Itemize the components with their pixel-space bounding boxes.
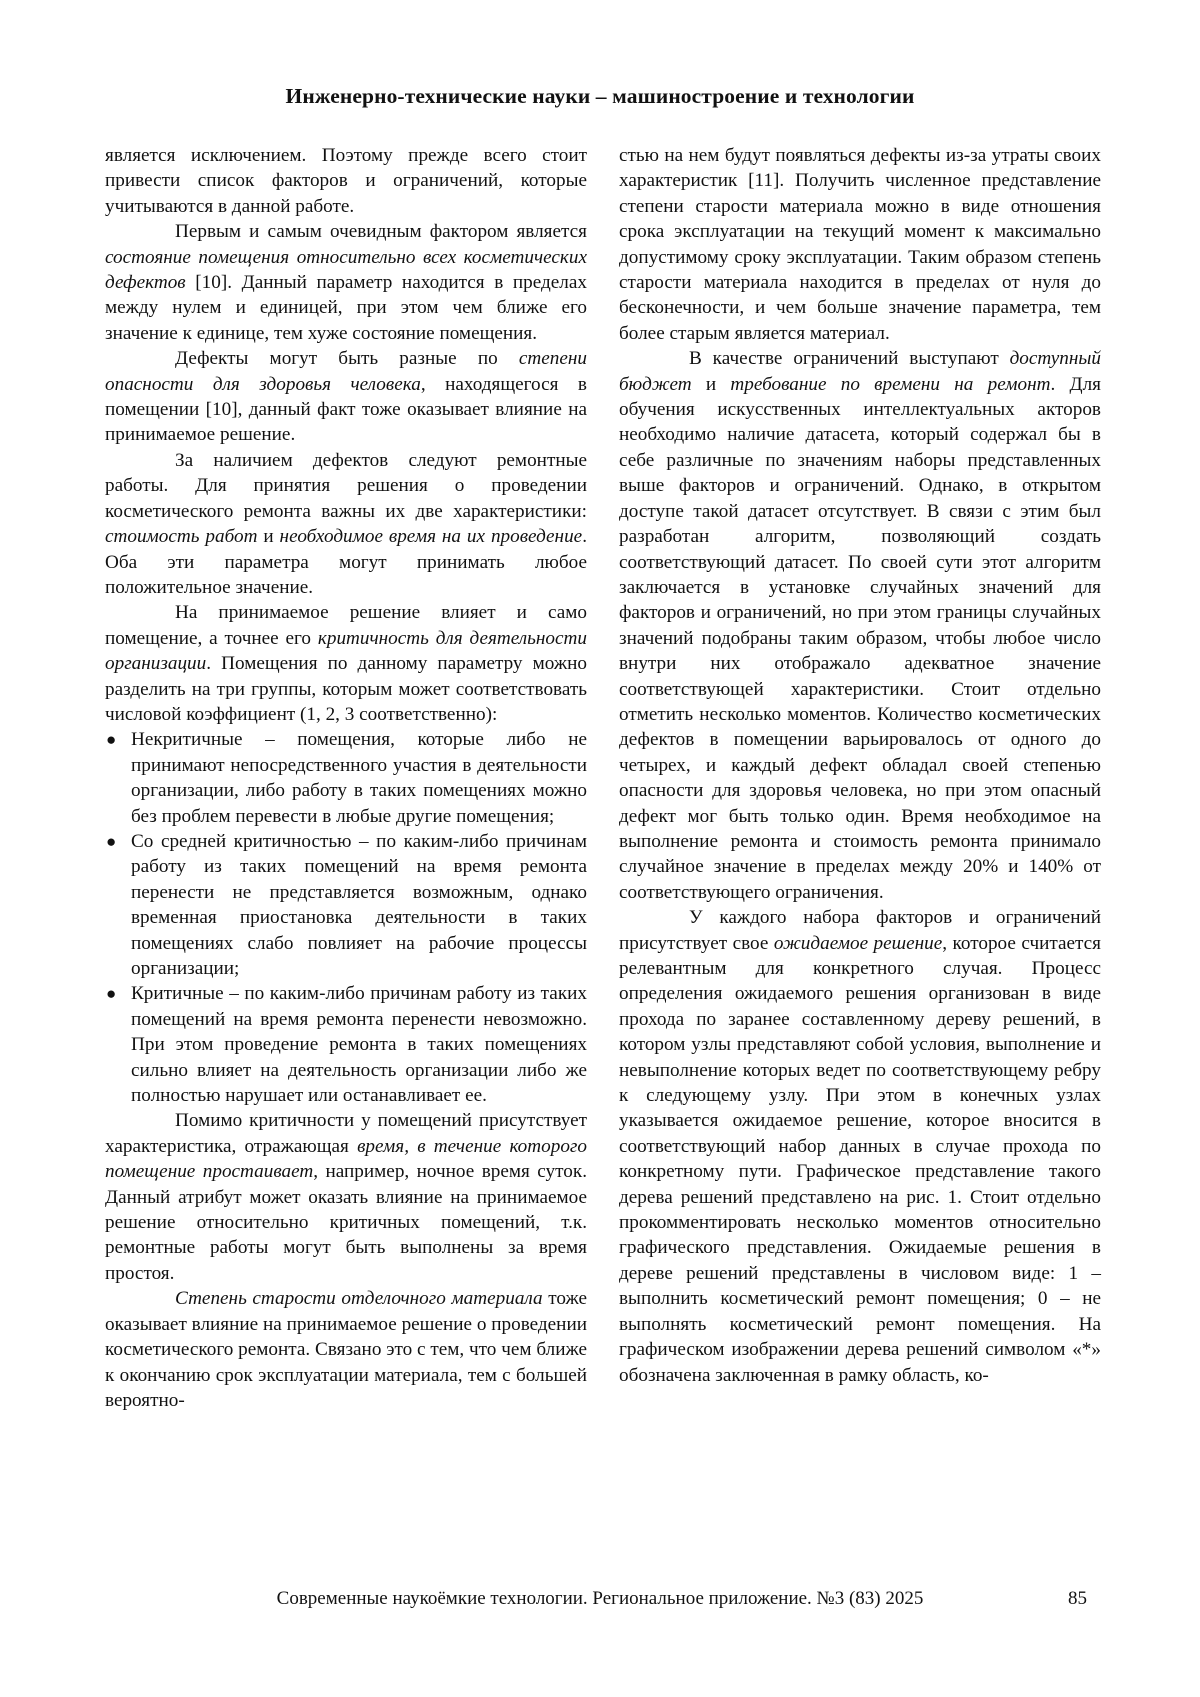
right-column: [619, 143, 1101, 1388]
page-header: Инженерно-технические науки – машиностроение и технологии: [285, 84, 915, 108]
bullet-icon: ●: [106, 730, 117, 750]
left-column: [105, 143, 587, 1413]
paragraph: Первым и самым очевидным фактором является состояние помещения относительно всех косметических дефектов [10]. Данный параметр находится в пределах между нулем и единицей, при этом чем ближе его значение к единице, тем хуже состояние помещения.: [105, 221, 587, 344]
paragraph: стью на нем будут появляться дефекты из-за утраты своих характеристик [11]. Получить численное представление степени старости материала можно в виде отношения срока эксплуатации на текущий момент к максимально допустимому сроку эксплуатации. Таким образом степень старости материала находится в пределах от нуля до бесконечности, и чем больше значение параметра, тем более старым является материал.: [619, 145, 1101, 344]
paragraph: Степень старости отделочного материала тоже оказывает влияние на принимаемое решение о проведении косметического ремонта. Связано это с тем, что чем ближе к окончанию срок эксплуатации материала, тем с большей вероятно-: [105, 1288, 587, 1411]
paragraph: является исключением. Поэтому прежде всего стоит привести список факторов и ограничений, которые учитываются в данной работе.: [105, 145, 587, 217]
paragraph: В качестве ограничений выступают доступный бюджет и требование по времени на ремонт. Для обучения искусственных интеллектуальных акторов необходимо наличие датасета, который содержал бы в себе различные по значениям наборы представленных выше факторов и ограничений. Однако, в открытом доступе такой датасет отсутствует. В связи с этим был разработан алгоритм, позволяющий создать соответствующий датасет. По своей сути этот алгоритм заключается в установке случайных значений для факторов и ограничений, но при этом границы случайных значений подобраны таким образом, чтобы любое число внутри них отображало адекватное значение соответствующей характеристики. Стоит отдельно отметить несколько моментов. Количество косметических дефектов в помещении варьировалось от одного до четырех, и каждый дефект обладал своей степенью опасности для здоровья человека, но при этом опасный дефект мог быть только один. Время необходимое на выполнение ремонта и стоимость ремонта принимало случайное значение в пределах между 20% и 140% от соответствующего ограничения.: [619, 348, 1101, 903]
page-number: 85: [1068, 1588, 1087, 1609]
paragraph: На принимаемое решение влияет и само помещение, а точнее его критичность для деятельности организации. Помещения по данному параметру можно разделить на три группы, которым может соответствовать числовой коэффициент (1, 2, 3 соответственно):: [105, 602, 587, 725]
criticality-list: [105, 727, 587, 1108]
list-item: ● Со средней критичностью – по каким-либо причинам работу из таких помещений на время ремонта перенести не представляется возможным, однако временная приостановка деятельности в таких помещениях слабо повлияет на рабочие процессы организации;: [106, 830, 587, 979]
list-item: ● Некритичные – помещения, которые либо не принимают непосредственного участия в деятельности организации, либо работу в таких помещениях можно без проблем перевести в любые другие помещения;: [106, 729, 587, 827]
list-item: ● Критичные – по каким-либо причинам работу из таких помещений на время ремонта перенести невозможно. При этом проведение ремонта в таких помещениях сильно влияет на деятельность организации либо же полностью нарушает или останавливает ее.: [106, 983, 587, 1107]
paragraph: За наличием дефектов следуют ремонтные работы. Для принятия решения о проведении косметического ремонта важны их две характеристики: стоимость работ и необходимое время на их проведение. Оба эти параметра могут принимать любое положительное значение.: [105, 449, 587, 598]
journal-name: Современные наукоёмкие технологии. Региональное приложение. №3 (83) 2025: [276, 1588, 924, 1609]
paragraph: У каждого набора факторов и ограничений присутствует свое ожидаемое решение, которое считается релевантным для конкретного случая. Процесс определения ожидаемого решения организован в виде прохода по заранее составленному дереву решений, в котором узлы представляют собой условия, выполнение и невыполнение которых ведет по соответствующему ребру к следующему узлу. При этом в конечных узлах указывается ожидаемое решение, которое вносится в соответствующий набор данных в случае прохода по конкретному пути. Графическое представление такого дерева решений представлено на рис. 1. Стоит отдельно прокомментировать несколько моментов относительно графического представления. Ожидаемые решения в дереве решений представлены в числовом виде: 1 – выполнить косметический ремонт помещения; 0 – не выполнять косметический ремонт помещения. На графическом изображении дерева решений символом «*» обозначена заключенная в рамку область, ко-: [619, 907, 1101, 1386]
bullet-icon: ●: [106, 831, 117, 851]
paragraph: Помимо критичности у помещений присутствует характеристика, отражающая время, в течение которого помещение простаивает, например, ночное время суток. Данный атрибут может оказать влияние на принимаемое решение относительно критичных помещений, т.к. ремонтные работы могут быть выполнены за время простоя.: [105, 1110, 587, 1284]
paragraph: Дефекты могут быть разные по степени опасности для здоровья человека, находящегося в помещении [10], данный факт тоже оказывает влияние на принимаемое решение.: [105, 348, 587, 446]
bullet-icon: ●: [106, 984, 117, 1004]
